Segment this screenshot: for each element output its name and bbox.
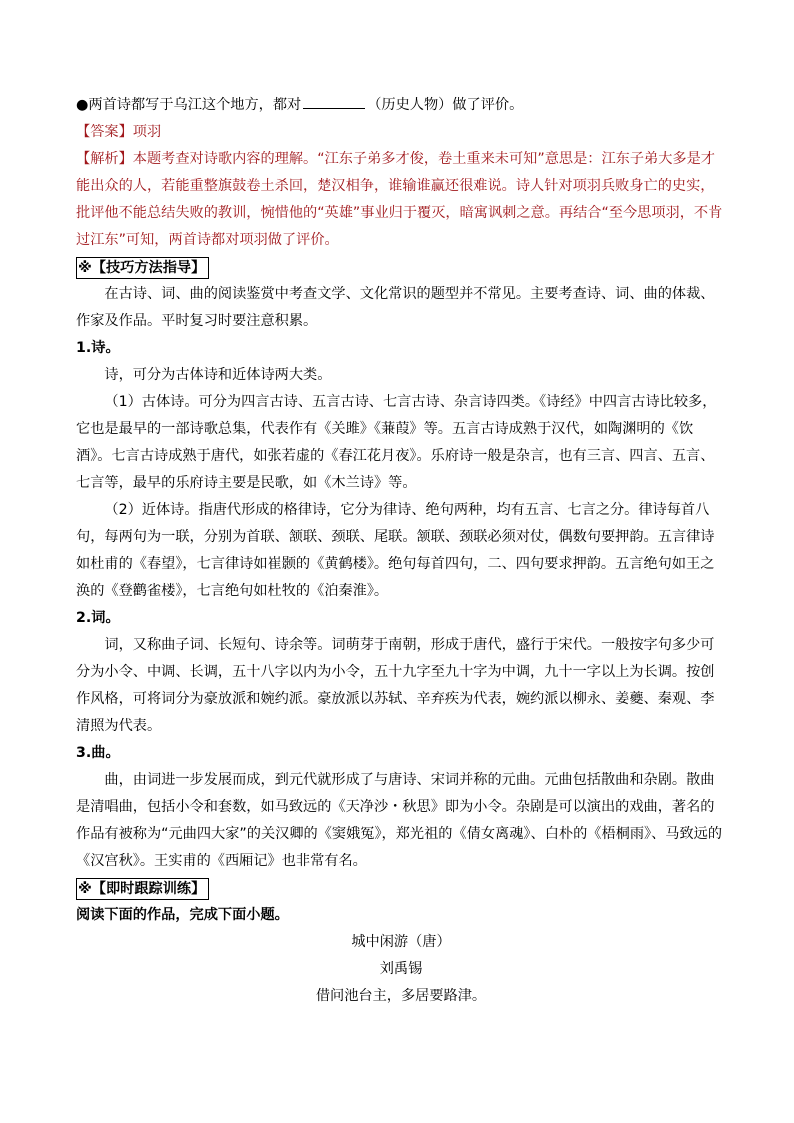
- answer-label: 【答案】: [76, 124, 133, 140]
- ancient-poetry-paragraph: （1）古体诗。可分为四言古诗、五言古诗、七言古诗、杂言诗四类。《诗经》中四言古诗比较多，它也是最早的一部诗歌总集，代表作有《关雎》《蒹葭》等。五言古诗成熟于汉代，如陶渊明的《饮酒》。七言古诗成熟于唐代，如张若虚的《春江花月夜》。乐府诗一般是杂言，也有三言、四言、五言、七言等，最早的乐府诗主要是民歌，如《木兰诗》等。: [76, 394, 717, 491]
- instruction-line: 阅读下面的作品，完成下面小题。: [76, 907, 289, 923]
- modern-poetry-paragraph: （2）近体诗。指唐代形成的格律诗，它分为律诗、绝句两种，均有五言、七言之分。律诗每首八句，每两句为一联，分别为首联、颔联、颈联、尾联。颔联、颈联必须对仗，偶数句要押韵。五言律诗如杜甫的《春望》，七言律诗如崔颢的《黄鹤楼》。绝句每首四句，二、四句要求押韵。五言绝句如王之涣的《登鹳雀楼》，七言绝句如杜牧的《泊秦淮》。: [76, 502, 715, 599]
- question-suffix: （历史人物）做了评价。: [367, 97, 524, 113]
- page-content: [76, 92, 726, 1010]
- intro-paragraph: 在古诗、词、曲的阅读鉴赏中考查文学、文化常识的题型并不常见。主要考查诗、词、曲的体裁、作家及作品。平时复习时要注意积累。: [76, 286, 715, 329]
- poetry-summary: 诗，可分为古体诗和近体诗两大类。: [104, 367, 332, 383]
- poem-first-line: 借问池台主，多居要路津。: [315, 988, 487, 1004]
- training-section-title: ※【即时跟踪训练】: [76, 878, 209, 900]
- ci-heading: 2.词。: [76, 610, 120, 626]
- answer-text: 项羽: [132, 124, 162, 140]
- analysis-label: 【解析】: [76, 151, 133, 167]
- ci-paragraph: 词，又称曲子词、长短句、诗余等。词萌芽于南朝，形成于唐代，盛行于宋代。一般按字句多少可分为小令、中调、长调，五十八字以内为小令，五十九字至九十字为中调，九十一字以上为长调。按创作风格，可将词分为豪放派和婉约派。豪放派以苏轼、辛弃疾为代表，婉约派以柳永、姜夔、秦观、李清照为代表。: [76, 637, 715, 734]
- methods-section-title: ※【技巧方法指导】: [76, 257, 209, 279]
- poem-author: 刘禹锡: [379, 961, 423, 977]
- analysis-paragraph: [76, 146, 726, 254]
- question-line: [76, 92, 726, 119]
- qu-heading: 3.曲。: [76, 745, 120, 761]
- poem-title: 城中闲游（唐）: [351, 934, 451, 950]
- poetry-heading: 1.诗。: [76, 340, 120, 356]
- answer-blank: [303, 94, 365, 109]
- question-text: 两首诗都写于乌江这个地方，都对: [88, 97, 302, 113]
- qu-paragraph: 曲，由词进一步发展而成，到元代就形成了与唐诗、宋词并称的元曲。元曲包括散曲和杂剧。散曲是清唱曲，包括小令和套数，如马致远的《天净沙・秋思》即为小令。杂剧是可以演出的戏曲，著名的作品有被称为“元曲四大家”的关汉卿的《窦娥冤》，郑光祖的《倩女离魂》、白朴的《梧桐雨》、马致远的《汉宫秋》。王实甫的《西厢记》也非常有名。: [76, 772, 723, 869]
- training-section-header: [76, 875, 726, 902]
- answer-line: [76, 119, 726, 146]
- analysis-text: 本题考查对诗歌内容的理解。“江东子弟多才俊，卷土重来未可知”意思是：江东子弟大多是才能出众的人，若能重整旗鼓卷土杀回，楚汉相争，谁输谁赢还很难说。诗人针对项羽兵败身亡的史实，批评他不能总结失败的教训，惋惜他的“英雄”事业归于覆灭，暗寓讽刺之意。再结合“至今思项羽，不肯过江东”可知，两首诗都对项羽做了评价。: [76, 151, 723, 248]
- bullet-icon: ●: [76, 97, 89, 113]
- methods-section-header: [76, 254, 726, 281]
